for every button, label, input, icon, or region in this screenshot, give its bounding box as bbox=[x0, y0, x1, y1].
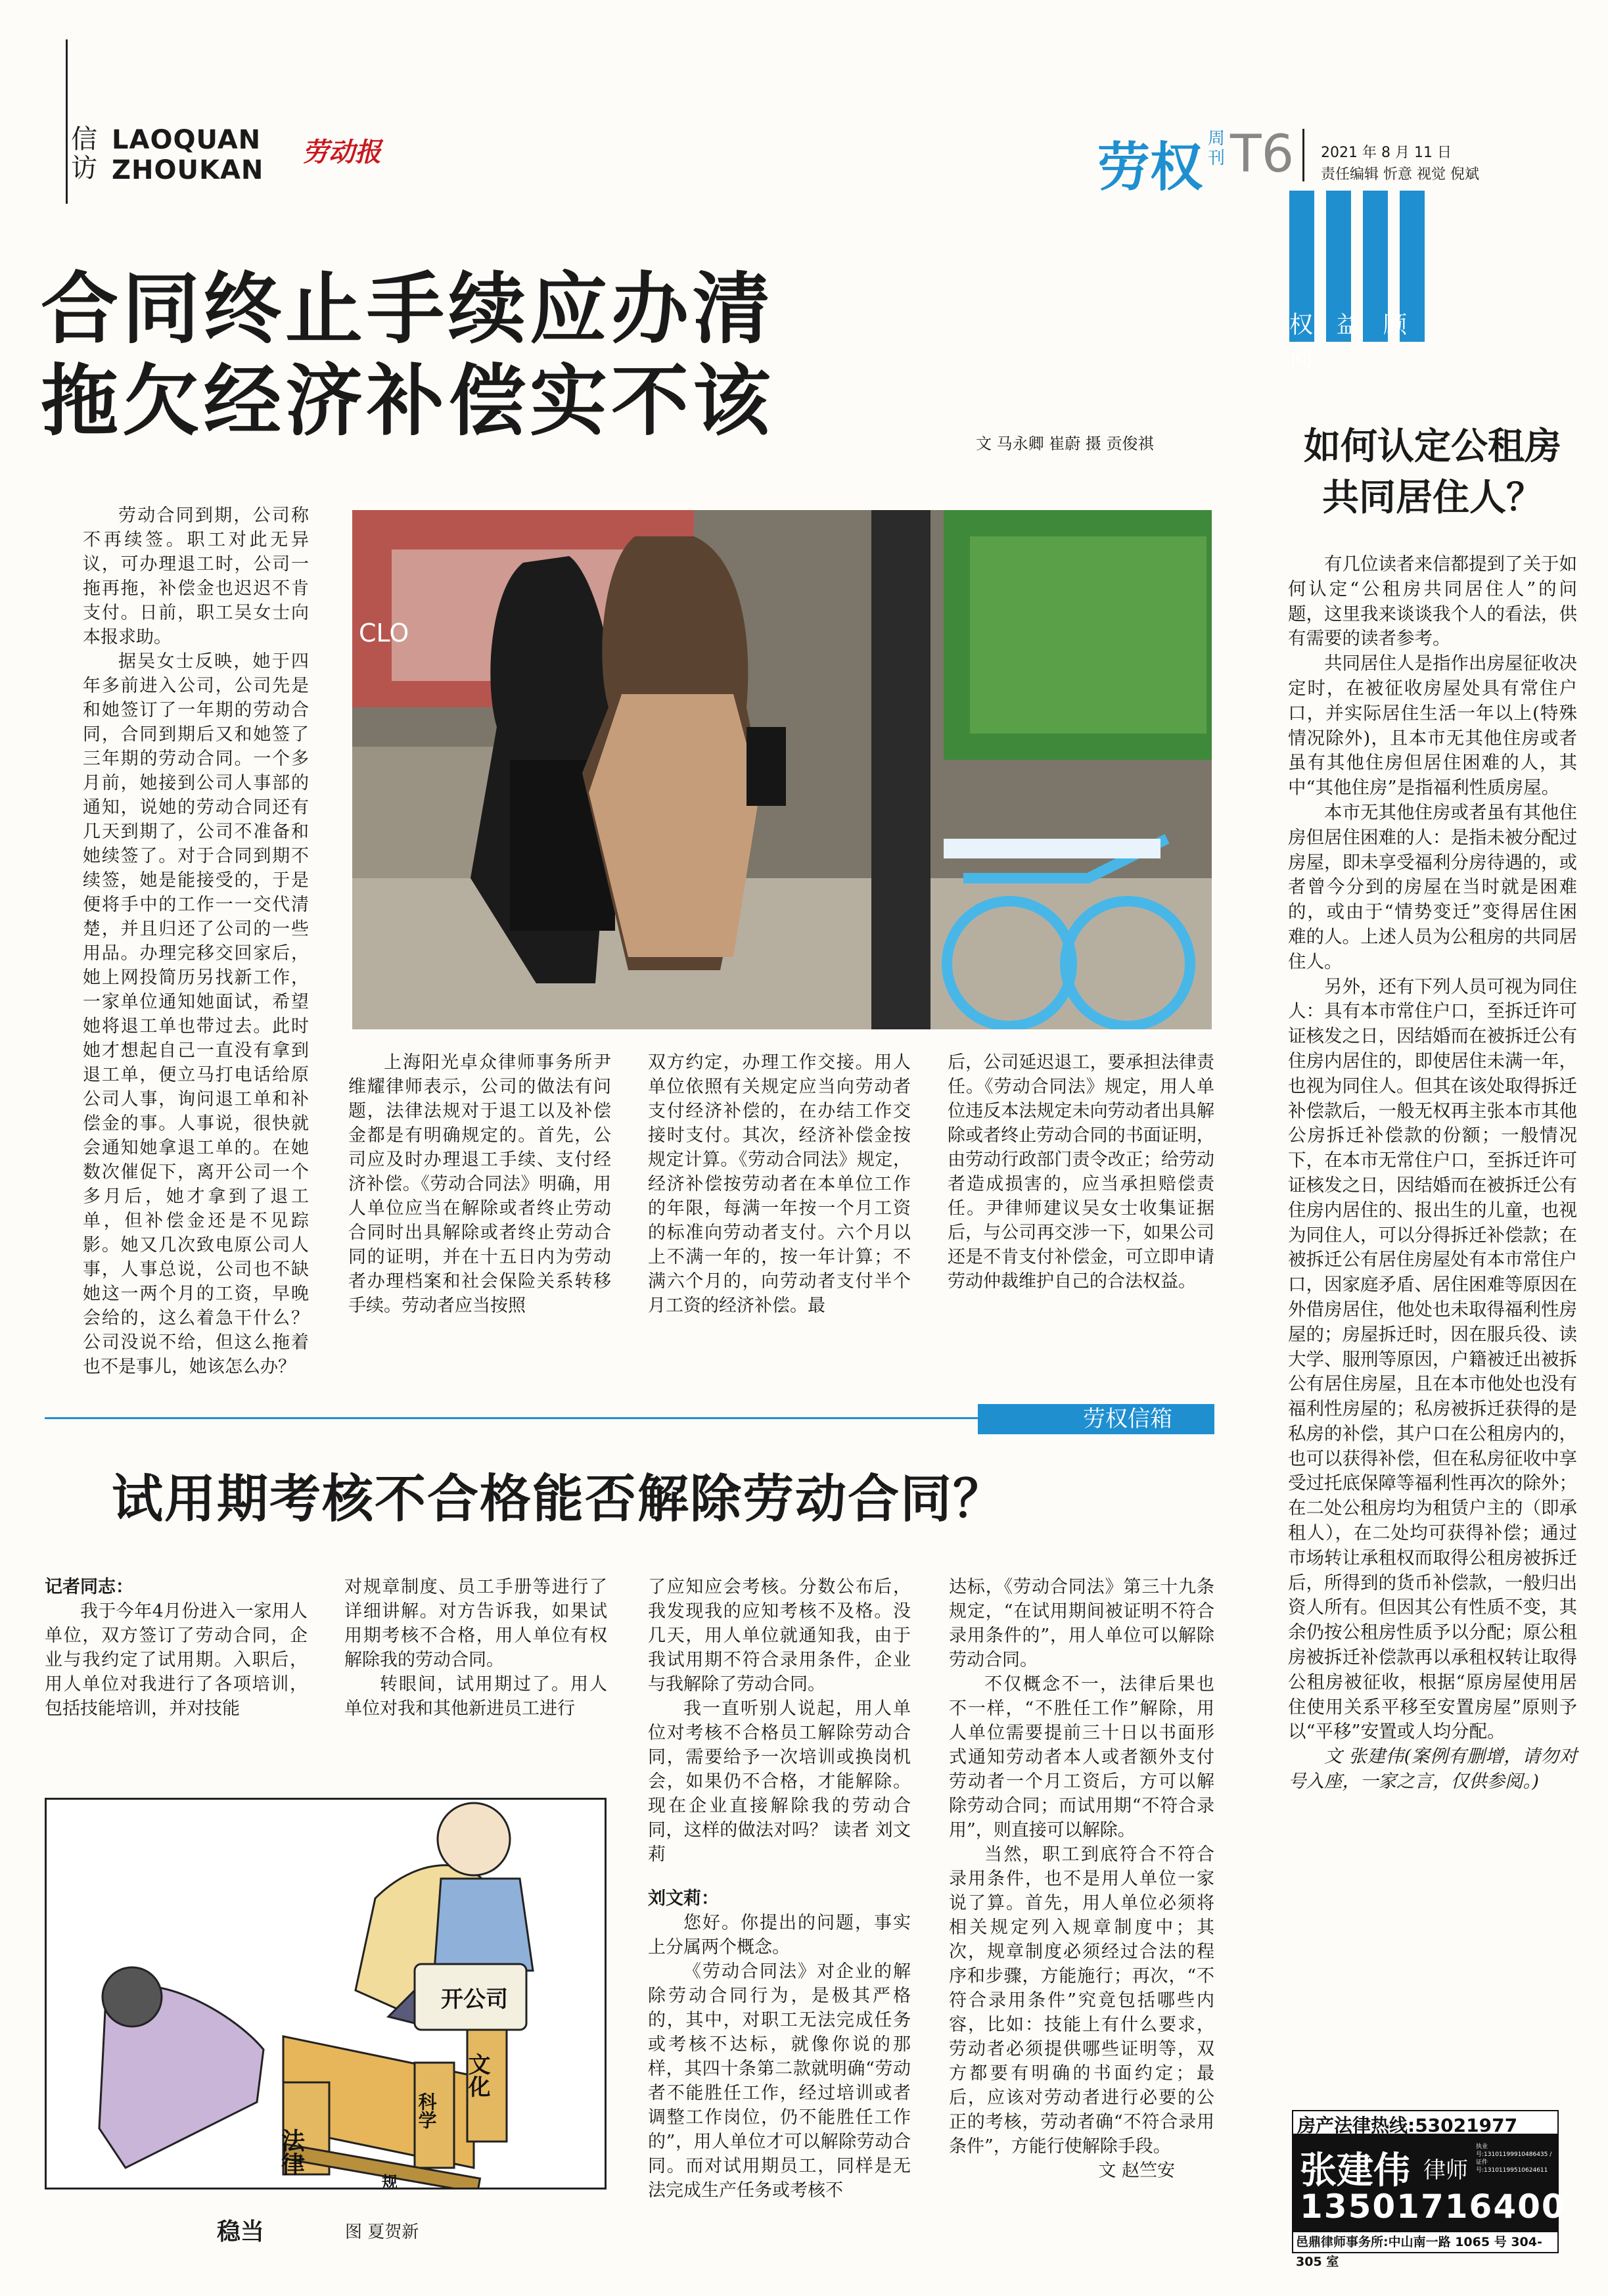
cartoon-credit: 图 夏贺新 bbox=[345, 2222, 419, 2242]
article1-col-4: 后，公司延迟退工，要承担法律责任。《劳动合同法》规定，用人单位违反本法规定未向劳动者出具解除或者终止劳动合同的书面证明，由劳动行政部门责令改正；给劳动者造成损害的，应当承担赔偿责任。尹律师建议吴女士收集证据后，与公司再交涉一下，如果公司还是不肯支付补偿金，可立即申请劳动仲裁维护自己的合法权益。 bbox=[948, 1052, 1214, 1292]
article2-title: 试用期考核不合格能否解除劳动合同？ bbox=[112, 1469, 1006, 1529]
ad-hotline: 房产法律热线:53021977 bbox=[1292, 2110, 1559, 2135]
ad-name: 张建伟 bbox=[1300, 2149, 1410, 2192]
article2-col-3: 了应知应会考核。分数公布后，我发现我的应知考核不及格。没几天，用人单位就通知我，由于我试用期不符合录用条件，企业与我解除了劳动合同。 我一直听别人说起，用人单位对考核不合格员工解除劳动合同，需要给予一次培训或换岗机会，如果仍不合格，才能解除。现在企业直接解除我的劳动合同，这样的做法对吗？ 读者 刘文莉 刘文莉： 您好。你提出的问题，事实上分属两个概念。 《劳动合同法》对企业的解除劳动合同行为，是极其严格的，其中，对职工无法完成任务或考核不达标，就像你说的那样，其四十条第二款就明确“劳动者不能胜任工作，经过培训或者调整工作岗位，仍不能胜任工作的”，用人单位才可以解除劳动合同。而对试用期员工，同样是无法完成生产任务或考核不 bbox=[648, 1577, 911, 2201]
reply-salutation: 刘文莉： bbox=[648, 1888, 719, 1909]
section-xinfang: 信 访 bbox=[71, 124, 97, 183]
lawyer-ad bbox=[1292, 2110, 1566, 2269]
sidebar-tag: 权 益 顾 问 bbox=[1289, 312, 1415, 372]
cartoon-plank: 规 bbox=[382, 2173, 398, 2188]
article1-byline: 文 马永卿 崔蔚 摄 贡俊祺 bbox=[976, 434, 1154, 453]
cartoon-leg-law: 法律 bbox=[277, 2128, 305, 2176]
paper-logo: 劳动报 bbox=[302, 137, 381, 168]
cartoon-sign: 开公司 bbox=[441, 1986, 508, 2013]
page-number: T6 bbox=[1230, 125, 1295, 184]
section-rule bbox=[45, 1417, 978, 1419]
ad-phone: 13501716400 bbox=[1300, 2188, 1566, 2226]
article2-col-4: 达标，《劳动合同法》第三十九条规定，“在试用期间被证明不符合录用条件的”，用人单位可以解除劳动合同。 不仅概念不一，法律后果也不一样，“不胜任工作”解除，用人单位需要提前三十日以书面形式通知劳动者本人或者额外支付劳动者一个月工资后，方可以解除劳动合同；而试用期“不符合录用”，则直接可以解除。 当然，职工到底符合不符合录用条件，也不是用人单位一家说了算。首先，用人单位必须将相关规定列入规章制度中；其次，规章制度必须经过合法的程序和步骤，方能施行；再次，“不符合录用条件”究竟包括哪些内容，比如：技能上有什么要求，劳动者必须提供哪些证明等，双方都要有明确的书面约定；最后，应该对劳动者进行必要的公正的考核，劳动者确“不符合录用条件”，方能行使解除手段。 文 赵竺安 bbox=[949, 1575, 1214, 2183]
brand-name: LAOQUAN ZHOUKAN bbox=[112, 125, 264, 185]
reader-signature: 读者 刘文莉 bbox=[648, 1820, 911, 1865]
article1-col-2: 上海阳光卓众律师事务所尹维耀律师表示，公司的做法有问题，法律法规对于退工以及补偿金都是有明确规定的。首先，公司应及时办理退工手续、支付经济补偿。《劳动合同法》明确，用人单位应当在解除或者终止劳动合同时出具解除或者终止劳动合同的证明，并在十五日内为劳动者办理档案和社会保险关系转移手续。劳动者应当按照 bbox=[348, 1052, 611, 1316]
cartoon-leg-science: 科学 bbox=[415, 2092, 438, 2129]
cartoon-leg-culture: 文化 bbox=[464, 2053, 490, 2097]
editors: 责任编辑 忻意 视觉 倪斌 bbox=[1321, 166, 1479, 183]
article2-byline: 文 赵竺安 bbox=[1098, 2161, 1175, 2181]
section-sub: 周刊 bbox=[1208, 129, 1226, 168]
article1-col-3: 双方约定，办理工作交接。用人单位依照有关规定应当向劳动者支付经济补偿的，在办结工作交接时支付。其次，经济补偿金按规定计算。《劳动合同法》规定，经济补偿按劳动者在本单位工作的年限，每满一年按一个月工资的标准向劳动者支付。六个月以上不满一年的，按一年计算；不满六个月的，向劳动者支付半个月工资的经济补偿。最 bbox=[648, 1052, 911, 1316]
letter-salutation: 记者同志： bbox=[45, 1577, 133, 1597]
street-photo bbox=[352, 510, 1212, 1029]
article2-col-1: 记者同志： 我于今年4月份进入一家用人单位，双方签订了劳动合同，企业与我约定了试用期。入职后，用人单位对我进行了各项培训，包括技能培训，并对技能 bbox=[45, 1575, 308, 1721]
ad-suffix: 律师 bbox=[1423, 2157, 1468, 2184]
cartoon-frame bbox=[45, 1798, 607, 2190]
top-left-rule bbox=[66, 39, 68, 204]
header-divider bbox=[1302, 129, 1304, 181]
cartoon-caption: 稳当 bbox=[217, 2218, 265, 2245]
article2-col-2: 对规章制度、员工手册等进行了详细讲解。对方告诉我，如果试用期考核不合格，用人单位有权解除我的劳动合同。 转眼间，试用期过了。用人单位对我和其他新进员工进行 bbox=[344, 1577, 607, 1719]
ad-address: 邑鼎律师事务所:中山南一路 1065 号 304-305 室 bbox=[1292, 2231, 1559, 2253]
issue-date: 2021 年 8 月 11 日 bbox=[1321, 145, 1452, 161]
headline: 合同终止手续应办清 拖欠经济补偿实不该 bbox=[41, 263, 775, 446]
article1-left-col: 劳动合同到期，公司称不再续签。职工对此无异议，可办理退工时，公司一拖再拖，补偿金也迟迟不肯支付。日前，职工吴女士向本报求助。 据吴女士反映，她于四年多前进入公司，公司先是和她签订了一年期的劳动合同，合同到期后又和她签了三年期的劳动合同。一个多月前，她接到公司人事部的通知，说她的劳动合同还有几天到期了，公司不准备和她续签了。对于合同到期不续签，她是能接受的，于是便将手中的工作一一交代清楚，并且归还了公司的一些用品。办理完移交回家后，她上网投简历另找新工作，一家单位通知她面试，希望她将退工单也带过去。此时她才想起自己一直没有拿到退工单，便立马打电话给原公司人事，询问退工单和补偿金的事。人事说，很快就会通知她拿退工单的。在她数次催促下，离开公司一个多月后，她才拿到了退工单，但补偿金还是不见踪影。她又几次致电原公司人事，人事总说，公司也不缺她这一两个月的工资，早晚会给的，这么着急干什么？公司没说不给，但这么拖着也不是事儿，她该怎么办？ bbox=[83, 505, 309, 1377]
sidebar-title: 如何认定公租房 共同居住人？ bbox=[1304, 425, 1561, 519]
sidebar-body: 有几位读者来信都提到了关于如何认定“公租房共同居住人”的问题，这里我来谈谈我个人的看法，供有需要的读者参考。 共同居住人是指作出房屋征收决定时，在被征收房屋处具有常住户口，并实际居住生活一年以上(特殊情况除外)，且本市无其他住房或者虽有其他住房但居住困难的人，其中“其他住房”是指福利性质房屋。 本市无其他住房或者虽有其他住房但居住困难的人：是指未被分配过房屋，即未享受福利分房待遇的，或者曾今分到的房屋在当时就是困难的，或由于“情势变迁”变得居住困难的人。上述人员为公租房的共同居住人。 另外，还有下列人员可视为同住人：具有本市常住户口，至拆迁许可证核发之日，因结婚而在被拆迁公有住房内居住的，即使居住未满一年，也视为同住人。但其在该处取得拆迁补偿款后，一般无权再主张本市其他公房拆迁补偿款的份额；一般情况下，在本市无常住户口，至拆迁许可证核发之日，因结婚而在被拆迁公有住房内居住的、报出生的儿童，也视为同住人，可以分得拆迁补偿款；在被拆迁公有居住房屋处有本市常住户口，因家庭矛盾、居住困难等原因在外借房居住，他处也未取得福利性房屋的；房屋拆迁时，因在服兵役、读大学、服刑等原因，户籍被迁出被拆公有居住房屋，且在本市他处也没有福利性房屋的；私房被拆迁获得的是私房的补偿，其户口在公租房内的，也可以获得补偿，但在私房征收中享受过托底保障等福利性再次的除外；在二处公租房均为租赁户主的（即承租人），在二处均可获得补偿；通过市场转让承租权而取得公租房被拆迁后，所得到的货币补偿款，一般归出资人所有。但因其公有性质不变，其余仍按公租房性质予以分配；原公租房被拆迁补偿款再以承租权转让取得公租房被征收，根据“原房屋使用居住使用关系平移至安置房屋”原则予以“平移”安置或人均分配。 文 张建伟(案例有删增，请勿对号入座，一家之言，仅供参阅。) bbox=[1288, 553, 1577, 1792]
section-title: 劳权 bbox=[1097, 137, 1203, 198]
ad-small: 执业号:13101199910486435 / 证件号:13101199510624611 bbox=[1476, 2144, 1552, 2174]
photo-sign-text: CLO bbox=[359, 619, 409, 647]
column-tag: 劳权信箱 bbox=[978, 1404, 1214, 1434]
